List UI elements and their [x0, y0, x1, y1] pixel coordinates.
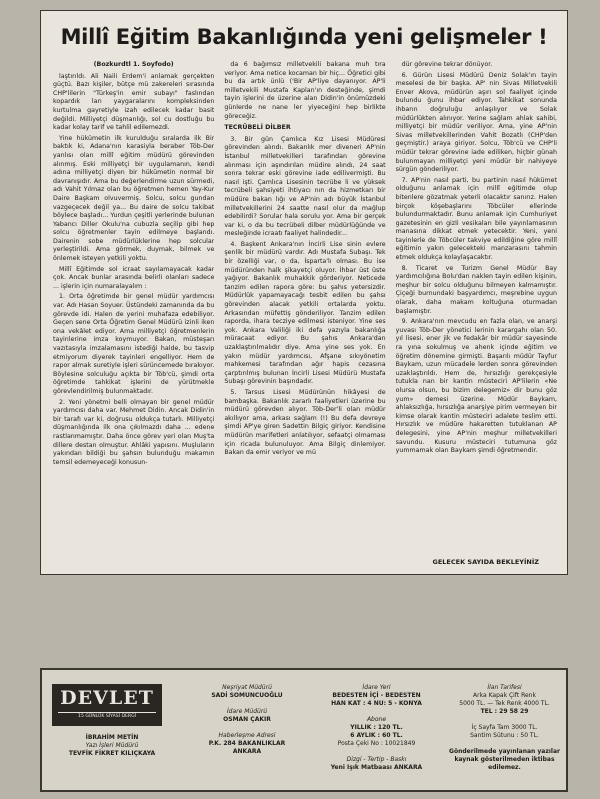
label: Abone: [366, 716, 387, 723]
value: HAN KAT : 4 NU: 5 - KONYA: [331, 700, 422, 707]
value: Yeni Işık Matbaası ANKARA: [330, 764, 423, 771]
value: Santim Sütunu : 50 TL.: [470, 732, 539, 739]
paragraph: Yine hükümetin ilk kurulduğu sıralarda ilk Bir baktık ki, Adana'nın karasiyla beraber Töb-Der yanlısı olan millî eğitim müdürü görevinden alınmış. Eski milliyetçi bir uygulamanın, kendi adına milliyetçi diyen bir hükümetin normal bir davranışıdır. Ama bu değerlendirme uzun sürmedi, adı Vahit Yılmaz olan bu öğretmen hemen Yay-Kur Daire Başkam olvuvermiş. Solcu, solcu gundan vazgeçecek değil ya... Bu daire de solcu takibat böylece başladı... Yurdun çeşitli yerlerinde bulunan Yabancı Diller Okulu'na cubuzla seçilip gibi hep solcu öğretmenler tayin edilmeye başlandı. Dairenin sobe müdürlüklerine hep solcular yerleştirildi. Ama görmek, duymak, bilmek ve önlemek isteyen yetkili yoktu.: [53, 134, 215, 263]
spacer: [447, 716, 562, 724]
article-column-1: [53, 61, 214, 552]
label: Neşriyat Müdürü: [222, 684, 272, 691]
article-column-3: [396, 61, 557, 552]
spacer: [314, 708, 439, 716]
label: İdare Yeri: [362, 684, 391, 691]
editor-name: TEVFİK FİKRET KILIÇKAYA: [68, 750, 156, 757]
spacer: [192, 724, 302, 732]
footer-ad-rates: [447, 684, 562, 772]
label: İdare Müdürü: [226, 708, 268, 715]
section-heading: TECRÜBELİ DİLBER: [224, 124, 291, 132]
paragraph: laştırıldı. Ali Naili Erdem'i anlamak gerçekten güçtü. Bazı kişiler, bütçe mü zakereleri sırasında CHP'lilerin "Türkeş'in emir subayı" faslından kopardık ları yaygaralarını kompleksinden kurtulma gayretiyle izah edilecek kadar basit değildi. Milliyetçi düşmanlığı, sol cu dostluğu bu kadar kolay tarif ve tahlil edilemezdi.: [53, 72, 215, 132]
value: SADİ SOMUNCUOĞLU: [211, 692, 283, 699]
owner-name: İBRAHİM METİN: [85, 734, 139, 741]
article-column-2: [224, 61, 385, 552]
spacer: [192, 700, 302, 708]
byline: (Bozkurdtl 1. Soyfodo): [93, 61, 174, 68]
page-title: Millî Eğitim Bakanlığında yeni gelişmeler !: [60, 25, 548, 49]
value: OSMAN ÇAKIR: [223, 716, 271, 723]
value: Arka Kapak Çift Renk: [473, 692, 536, 699]
masthead-footer: [40, 668, 568, 792]
value: YILLIK : 120 TL.: [350, 724, 403, 731]
value: TEL : 29 58 29: [480, 708, 529, 715]
value: ANKARA: [232, 748, 262, 755]
paragraph: 5. Tarsus Lisesi Müdürünün hikâyesi de bambaşka. Bakanlık zararlı faaliyetleri üzerine bu müdürü görevden alıyor. Töb-Der'li olan müdür akıllıyor ama, arkası sağlam (!) Bu defa devreye şimdi AP'ye giren Sadettin Bilgiç giriyor. Kendisine müdürün marifetleri anlatılıyor, sefaatçi olmaması için ricada bulunuluyor. Ama Bilgiç dinlemiyor. Bakan da emir veriyor ve mü: [224, 388, 386, 457]
value: P.K. 284 BAKANLIKLAR: [208, 740, 286, 747]
spacer: [314, 748, 439, 756]
paragraph: 7. AP'nin nasıl parti, bu partinin nasıl hükümet olduğunu anlamak için millî eğitimde olup bitenlere gözatmak yeterli olacaktır sanırız. Halen birçok köşebaşlarını Töbcüler ellerinde bulundurmaktadır. Bunu anlamak için Cumhuriyet gazetesinin en gizli vesikaları bile yayınlamasının manasına dikkat etmek yetecektir. Yeni, yeni tayinlerle de Töbcüler takviye edildiğine göre millî eğitimin yakın gelecekteki manzarasını tahmin etmek oldukça kolaylaşacaktır.: [395, 176, 557, 262]
article-page: [40, 10, 568, 575]
paragraph: 8. Ticaret ve Turizm Genel Müdür Bay yardımcılığına Bolu'dan naklen tayin edilen kişinin, meşhur bir solcu olduğunu bilmeyen kalmamıştır. Çiçeği burnundaki başyardımcı, meşrebine uygun olarak, daha makam koltuğuna oturmadan başlamıştır.: [395, 264, 557, 315]
logo-wordmark: DEVLET: [60, 687, 154, 709]
paragraph: 3. Bir gün Çamlıca Kız Lisesi Müdüresi görevinden alındı. Bakanlık mer diveneri AP'nin İstanbul milletvekilleri tarafından görevine alınması için aşındırılan müdire alındı, 24 saat sonra tekrar eski görevine iade edilivermişti. Bu nasıl işti. Çamlıca Lisesinin tecrübe li ve yüksek tecrübeli şahsiyeti ihtiyacı nın da hizmetkarı bir müdüre bakan lığı ve AP'nin adı büyük İstanbul milletvekillerini 24 saatte nasıl olur da mağlup edebilirdi? Sorular hala sorulu yor. Ama bir gerçek var ki, o da bu tecrübeli dilber müdürlüğünde ve mesleğinde icraatı faaliyet halindedir...: [224, 135, 386, 238]
value: Posta Çeki No : 10021849: [337, 740, 416, 747]
value: kaynak gösterilmeden iktibas edilemez.: [454, 756, 555, 771]
paragraph: 2. Yeni yönetmi belli olmayan bir genel müdür yardımcısı daha var. Mehmet Didin. Ancak Didin'in bir tarafı var ki, doğrusu oldukça tutarlı. Milliyetçi düşmanlığında ilk ona çıkılmazdı daha ... edene rastlanmamıştır. Daha önce görev yeri olan Muş'ta dillere destan olmuştur. Ahlâki yapısını. Muşluların yakından bildiği bu şahsın bulunduğu makamın temsil edemeyeceği konusun-: [53, 398, 215, 466]
value: 5000 TL. — Tek Renk 4000 TL.: [459, 700, 550, 707]
footer-address: [314, 684, 439, 772]
magazine-logo: [52, 684, 162, 726]
value: 6 AYLIK : 60 TL.: [350, 732, 403, 739]
paragraph: da 6 bağımsız milletvekili bakana muh tıra veriyor. Ama netice kocaman bir hiç... Öğretici gibi bu da artık ünlü ('Bir AP'liye dayanıyor. AP'li milletvekili Mustafa Kaplan'ın desteğinde, şimdi tayin işlerini de üzerine alan Didin'in önümüzdeki günlerde ne nane ler yiyeceğini hep birlikte göreceğiz.: [224, 61, 386, 120]
paragraph: Millî Eğitimde sol icraat sayılamayacak kadar çok. Ancak bunlar arasında belirli olanları sadece ... işlerin için numaralayalım :: [53, 265, 215, 290]
paragraph: 4. Başkent Ankara'nın İncirli Lise sinin evlere şenlik bir müdürü vardır. Adı Mustafa Subaşı. Tek bir özelliği var, o da, İsparta'lı olması. Bu ise müdüründen halk şikayetçi oluyor. İhbar üst üste yağıyor. Bakanlık muhakkik görderiyor. Neticede tanzim edilen rapora göre: bu şahıs yetersizdir. Müdürlük yapamayacağı tesbit edilen bu şahsı görevinden alacak yetkili ortalarda yoktu. Arkasından müfettiş gönderiliyor. Tanzim edilen raporda, ihara tecziye edilmesi isteniyor. Yine ses yok. Ankara Valiliği iki defa yazıyla bakanlığa müracaat ediyor. Bu şahıs Ankara'dan uzaklaştırılmalıdır diye. Ama yine ses yok. En yakın müdür yardımcısı, Afşane sıkıyönetim mahkemesi tarafından ağır hapis cezasına çarptırılmış bulunan İncirli Lisesi Müdürü Mustafa Subaşı görevinin başındadır.: [224, 240, 386, 386]
footer-staff: [192, 684, 302, 756]
logo-tagline: 15 GÜNLÜK SİYASİ DERGİ: [58, 712, 156, 721]
value: Gönderilmede yayınlanan yazılar: [449, 748, 560, 755]
owner-role: Yazı İşleri Müdürü: [85, 742, 139, 749]
paragraph: 6. Gürün Lisesi Müdürü Deniz Solak'ın tayin meselesi de bir başka. AP' nin Sivas Milletvekili Enver Akova, müdürün aşırı sol faaliyet içinde bulundu ğunu ihbar ediyor. Tahkikat sonunda ihbarın doğruluğu anlaşılıyor ve Solak müdürlükten alınıyor. Yerine sağlam ahlak sahibi, milliyetçi bir müdür veriliyor. Ama, yine AP'nin Sivas milletvekillerinden Vahit Bozatlı (CHP'den geçmiştir.) araya giriyor. Solcu, Töb'cü ve CHP'li müdür tekrar görevine iade ediliken, hiçbir günah bulunmayan milliyetçi yeni müdür bir nahiyeye sürgün gönderiliyor.: [395, 71, 557, 174]
value: İç Sayfa Tam 3000 TL.: [471, 724, 538, 731]
value: BEDESTEN İÇİ - BEDESTEN: [332, 692, 421, 699]
spacer: [447, 740, 562, 748]
label: Haberleşme Adresi: [218, 732, 276, 739]
continued-note: GELECEK SAYIDA BEKLEYİNİZ: [432, 558, 539, 566]
paragraph: 1. Orta öğretimde bir genel müdür yardımcısı var. Adı Hasan Soyuer. Üstündeki zamanında da bu görevde idi. Halen de yerini muhafaza edebiliyor. Geçen sene Orta Öğretim Genel Müdürü izinli iken ona vekâlet ediyor. Ama milliyetçi öğretmenlerin tayinlerine imza koymuyor. Bakan, müsteşarı vazıtasıyla imzalamasını istediği halde, bu tasvip etmiyorum diyerek tayinleri engelliyor. Hem de rapor almak suretiyle işleri sürüncemede bırakıyor. Böylesine solculuğu açıkta bir Töb'cü, şimdi orta öğretimde tahkikat işlerini de yürütmekle görevlendirilmiş bulunmaktadır.: [53, 293, 215, 395]
label: Dizgi - Tertip - Baskı: [346, 756, 407, 763]
owner-block: [52, 734, 172, 758]
article-columns: [53, 61, 557, 552]
paragraph: 9. Ankara'nın mevcudu en fazla olan, ve anarşi yuvası Töb-Der yönetici lerinin karargahı olan 50. yıl lisesi, ener jik ve fedakâr bir müdür sayesinde ra yına sokulmuş ve ahenk içinde eğitim ve öğretim dönemine girmişti. Başarılı müdür Tayfur Baykam, uzun mücadele lerden sonra görevinden uzaklaştırıldı. Hem de, hırsızlığı gerekçesiyle tutukla nan bir kantin müsteciri AP'lilerin «Ne olursa olsun, bu bizim delegemiz» dir bunu göz yum» demesi üzerine. Müdür Baykam, ahlaksızlığa, hırsızlığa anarşiye pirim vermeyen bir kimse olarak kantin müsteciri adalete teslim etti. Hırsızlık ve müdüre hakaretten tutuklanan AP delegesini, yine AP'nin meşhur milletvekilleri savundu. Kusuru müsteciri tutumuna göz yummamak olan Baykam şimdi öğretmendir.: [395, 318, 557, 455]
label: İlan Tarifesi: [487, 684, 522, 691]
paragraph: dür görevine tekrar dönüyor.: [401, 61, 493, 68]
